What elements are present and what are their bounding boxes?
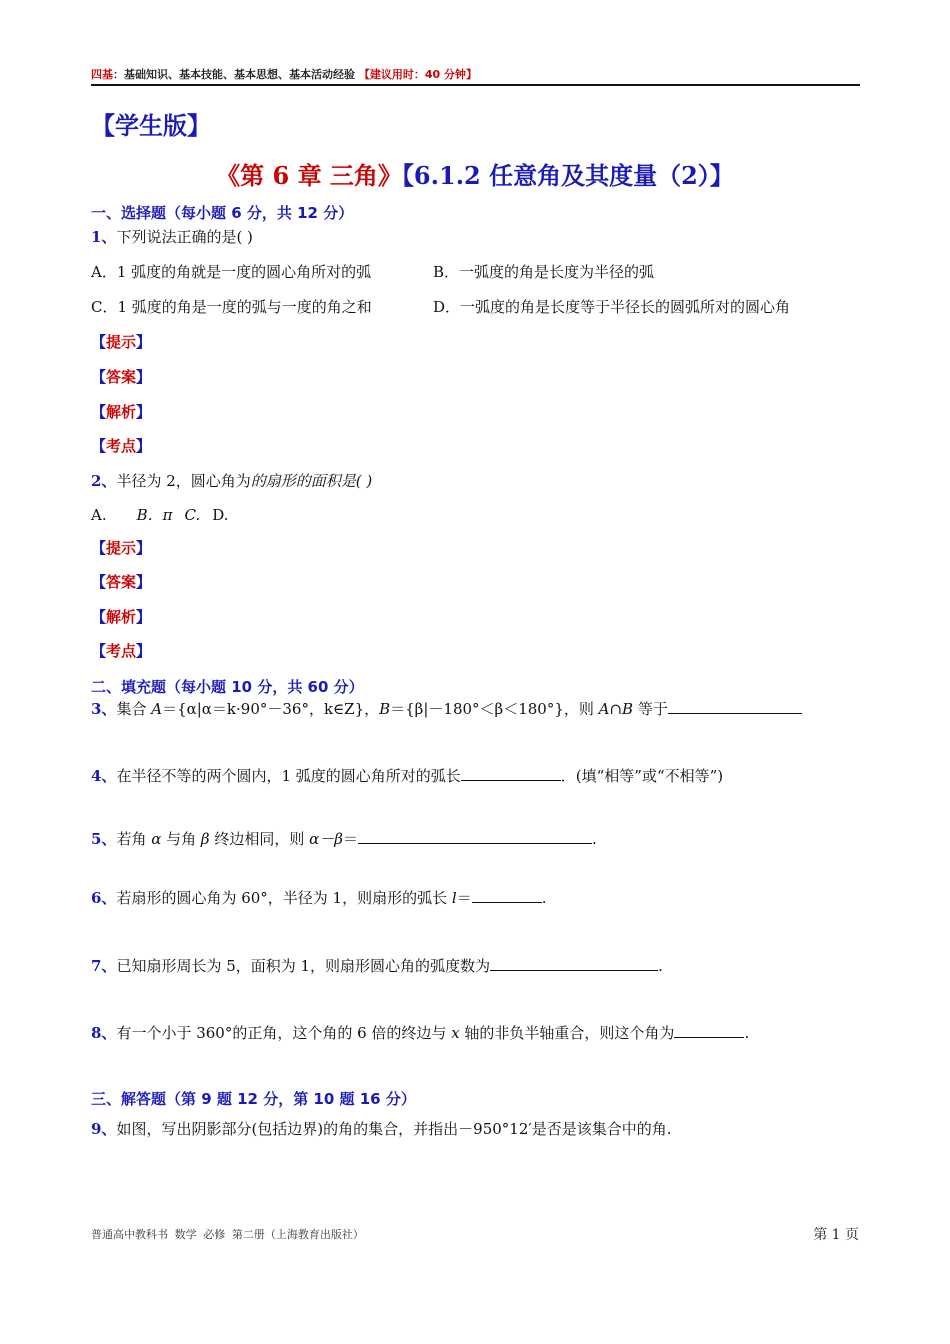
q1-hint-tag: 【提示】: [91, 333, 152, 351]
q2-option-c: C.: [184, 506, 201, 524]
q1-point-tag: 【考点】: [91, 437, 152, 455]
title-lesson: 【6.1.2 任意角及其度量（2）】: [401, 161, 734, 190]
q2-option-d: D.: [212, 506, 229, 524]
q2-analysis-tag: 【解析】: [91, 608, 152, 626]
answer-blank[interactable]: [674, 1023, 744, 1038]
answer-blank[interactable]: [358, 829, 592, 844]
header-time: 【建议用时：40 分钟】: [358, 68, 477, 81]
answer-blank[interactable]: [490, 956, 658, 971]
question-6: 6、若扇形的圆心角为 60°，半径为 1，则扇形的弧长 l＝ .: [91, 889, 547, 907]
q2-answer-tag: 【答案】: [91, 573, 152, 591]
question-number: 9、: [91, 1120, 117, 1138]
q2-hint-tag: 【提示】: [91, 539, 152, 557]
question-1: [91, 226, 253, 247]
q1-answer-tag: 【答案】: [91, 368, 152, 386]
page-title: [0, 156, 950, 191]
header-rule: [91, 84, 860, 86]
answer-blank[interactable]: [472, 888, 542, 903]
q1-option-d: D．一弧度的角是长度等于半径长的圆弧所对的圆心角: [433, 298, 791, 316]
question-8: 8、有一个小于 360°的正角，这个角的 6 倍的终边与 x 轴的非负半轴重合，则这个角为 .: [91, 1024, 750, 1042]
q2-point-tag: 【考点】: [91, 642, 152, 660]
section-heading-fill: 二、填充题（每小题 10 分，共 60 分）: [91, 678, 364, 696]
question-number: 6、: [91, 889, 117, 907]
answer-blank[interactable]: [461, 766, 561, 781]
footer-book: 普通高中教科书 数学 必修 第二册（上海教育出版社）: [91, 1228, 364, 1241]
question-4: 4、在半径不等的两个圆内，1 弧度的圆心角所对的弧长 ．(填“相等”或“不相等”): [91, 767, 724, 785]
question-number: 7、: [91, 957, 117, 975]
question-number: 5、: [91, 830, 117, 848]
question-stem: 下列说法正确的是( ): [116, 228, 253, 246]
title-chapter: 《第 6 章 三角》: [216, 161, 402, 190]
answer-blank[interactable]: [668, 699, 802, 714]
section-heading-choice: 一、选择题（每小题 6 分，共 12 分）: [91, 204, 354, 222]
page-header: [91, 66, 477, 82]
footer-page-number: 第 1 页: [813, 1227, 859, 1243]
q1-option-c: C．1 弧度的角是一度的弧与一度的角之和: [91, 298, 372, 316]
q2-options: [91, 504, 228, 525]
q1-option-b: B．一弧度的角是长度为半径的弧: [433, 263, 655, 281]
header-content: ：基础知识、基本技能、基本思想、基本活动经验: [113, 68, 355, 81]
q1-option-a: A．1 弧度的角就是一度的圆心角所对的弧: [91, 263, 372, 281]
edition-label: 【学生版】: [91, 112, 211, 140]
question-9: 9、如图，写出阴影部分(包括边界)的角的集合，并指出－950°12′是否是该集合中的角.: [91, 1120, 672, 1138]
q1-analysis-tag: 【解析】: [91, 403, 152, 421]
question-number: 2、: [91, 472, 117, 490]
q2-option-b: B．π: [136, 506, 173, 524]
header-prefix: 四基: [91, 68, 113, 81]
question-stem-b: 的扇形的面积是( ): [250, 472, 373, 490]
section-heading-solve: 三、解答题（第 9 题 12 分，第 10 题 16 分）: [91, 1090, 416, 1108]
question-number: 8、: [91, 1024, 117, 1042]
question-7: 7、已知扇形周长为 5，面积为 1，则扇形圆心角的弧度数为 .: [91, 957, 663, 975]
question-3: 3、集合 A＝{α|α＝k·90°－36°，k∈Z}，B＝{β|－180°＜β＜180°}，则 A∩B 等于: [91, 698, 802, 719]
question-stem-a: 半径为 2，圆心角为: [116, 472, 251, 490]
question-number: 3、: [91, 700, 117, 718]
question-number: 4、: [91, 767, 117, 785]
q2-option-a: A.: [91, 506, 107, 524]
question-5: 5、若角 α 与角 β 终边相同，则 α－β＝ .: [91, 830, 597, 848]
question-2: [91, 470, 372, 491]
question-number: 1、: [91, 228, 117, 246]
